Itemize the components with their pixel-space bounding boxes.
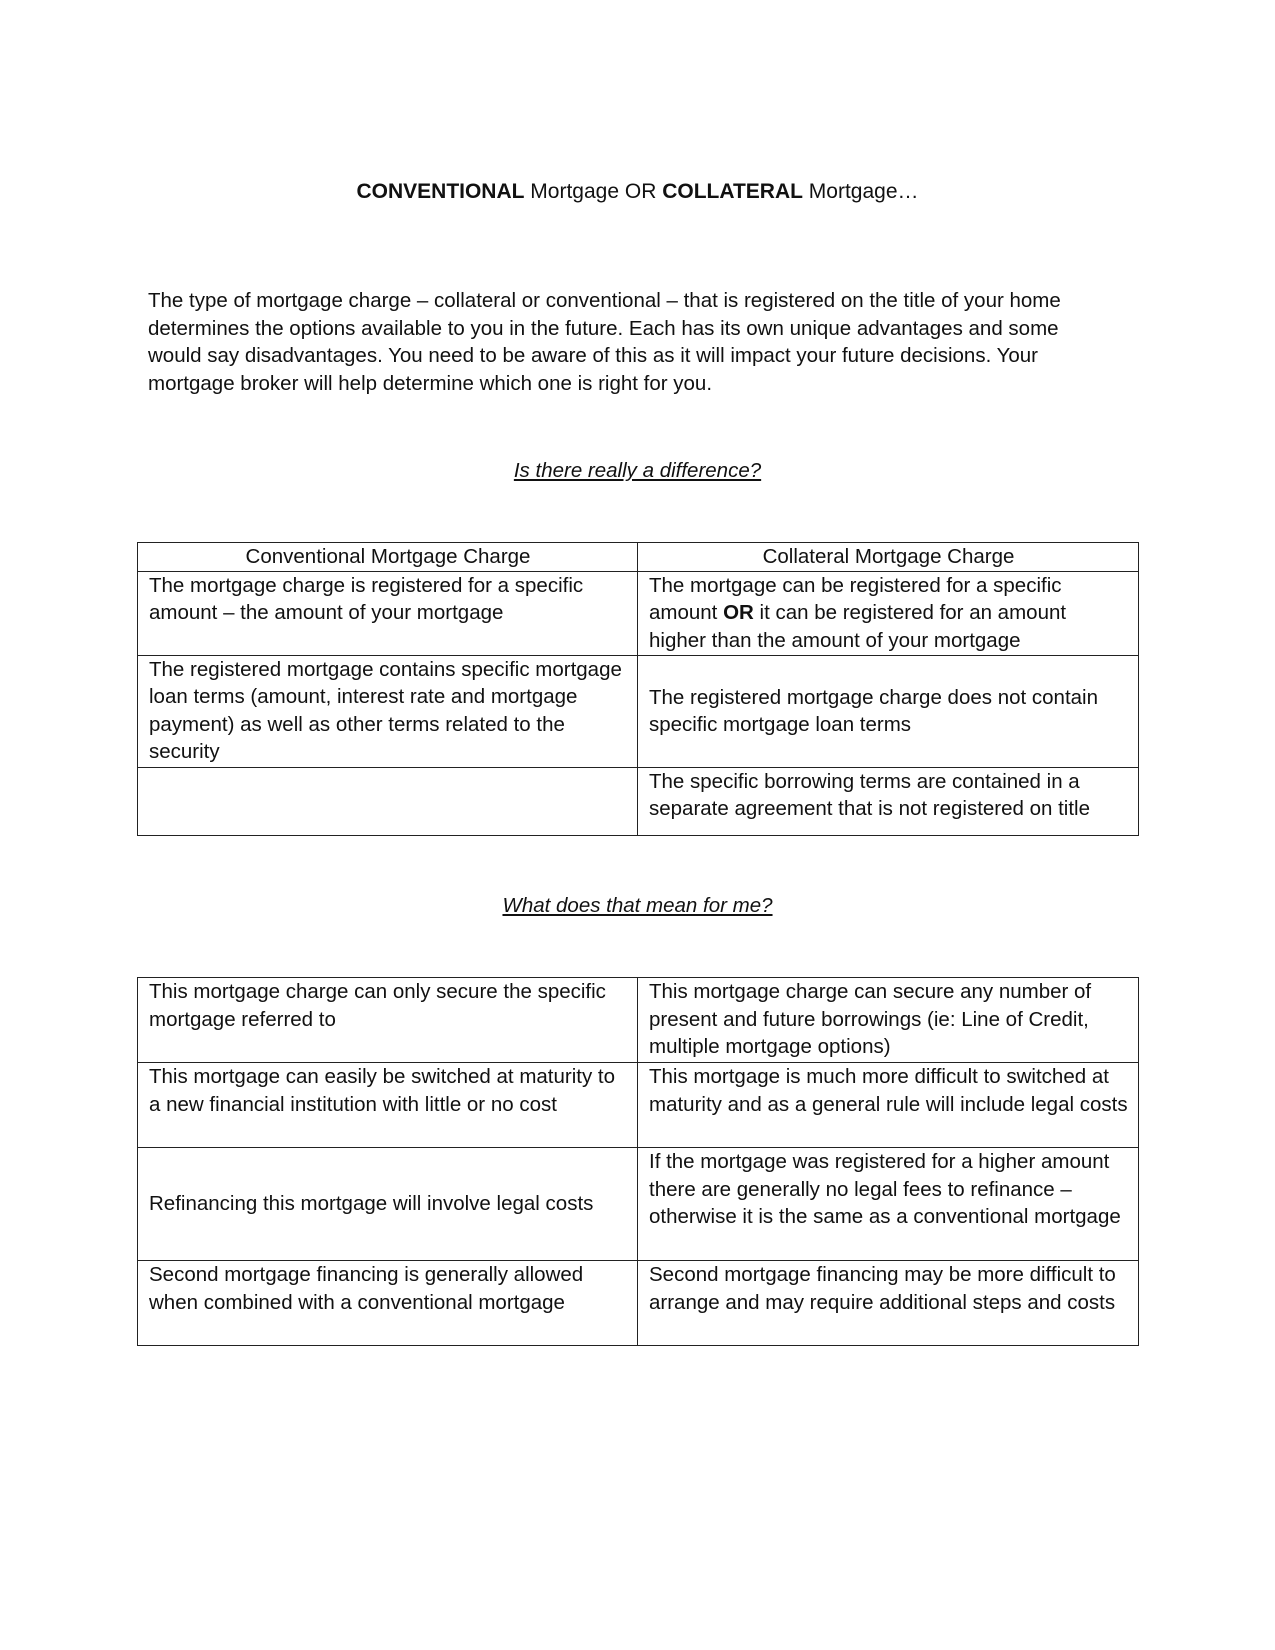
table-row <box>138 571 1139 655</box>
intro-paragraph: The type of mortgage charge – collateral or conventional – that is registered on the title of your home determines the options available to you in the future. Each has its own unique advantages and some would say disadvantages. You need to be aware of this as it will impact your future decisions. Your mortgage broker will help determine which one is right for you. <box>148 289 1061 395</box>
table-row <box>138 655 1139 767</box>
title-middle: Mortgage OR <box>524 180 663 203</box>
table-cell-collateral: The specific borrowing terms are contained in a separate agreement that is not registered on title <box>638 767 1139 835</box>
cell-text: The mortgage can be registered for a specific amount <box>649 573 1062 624</box>
table-cell-collateral: This mortgage is much more difficult to switched at maturity and as a general rule will include legal costs <box>638 1063 1139 1148</box>
table-row <box>138 1261 1139 1346</box>
table-cell-collateral: The registered mortgage charge does not contain specific mortgage loan terms <box>638 655 1139 767</box>
implications-table <box>137 977 1139 1346</box>
cell-text-bold: OR <box>723 601 754 624</box>
section-heading-meaning: What does that mean for me? <box>502 894 773 917</box>
title-conventional: CONVENTIONAL <box>356 180 525 203</box>
cell-text: it can be registered for an amount higher than the amount of your mortgage <box>649 601 1067 652</box>
table-row <box>138 1063 1139 1148</box>
column-header-conventional: Conventional Mortgage Charge <box>138 543 638 572</box>
table-cell-conventional: This mortgage charge can only secure the specific mortgage referred to <box>138 978 638 1063</box>
table-header-row <box>138 543 1139 572</box>
table-row <box>138 1148 1139 1261</box>
table-cell-collateral <box>638 571 1139 655</box>
table-cell-conventional: The mortgage charge is registered for a specific amount – the amount of your mortgage <box>138 571 638 655</box>
table-cell-collateral: Second mortgage financing may be more difficult to arrange and may require additional steps and costs <box>638 1261 1139 1346</box>
table-cell-conventional: Refinancing this mortgage will involve legal costs <box>138 1148 638 1261</box>
table-cell-conventional: The registered mortgage contains specific mortgage loan terms (amount, interest rate and mortgage payment) as well as other terms related to the security <box>138 655 638 767</box>
table-row <box>138 767 1139 835</box>
page-title <box>0 178 1275 206</box>
column-header-collateral: Collateral Mortgage Charge <box>638 543 1139 572</box>
comparison-table <box>137 542 1139 836</box>
table-cell-collateral: This mortgage charge can secure any number of present and future borrowings (ie: Line of Credit, multiple mortgage options) <box>638 978 1139 1063</box>
table-cell-collateral: If the mortgage was registered for a higher amount there are generally no legal fees to refinance – otherwise it is the same as a conventional mortgage <box>638 1148 1139 1261</box>
table-cell-conventional: This mortgage can easily be switched at maturity to a new financial institution with little or no cost <box>138 1063 638 1148</box>
title-collateral: COLLATERAL <box>662 180 803 203</box>
table-row <box>138 978 1139 1063</box>
section-heading-difference: Is there really a difference? <box>513 459 762 482</box>
table-cell-conventional: Second mortgage financing is generally allowed when combined with a conventional mortgage <box>138 1261 638 1346</box>
table-cell-conventional <box>138 767 638 835</box>
title-end: Mortgage… <box>802 180 919 203</box>
